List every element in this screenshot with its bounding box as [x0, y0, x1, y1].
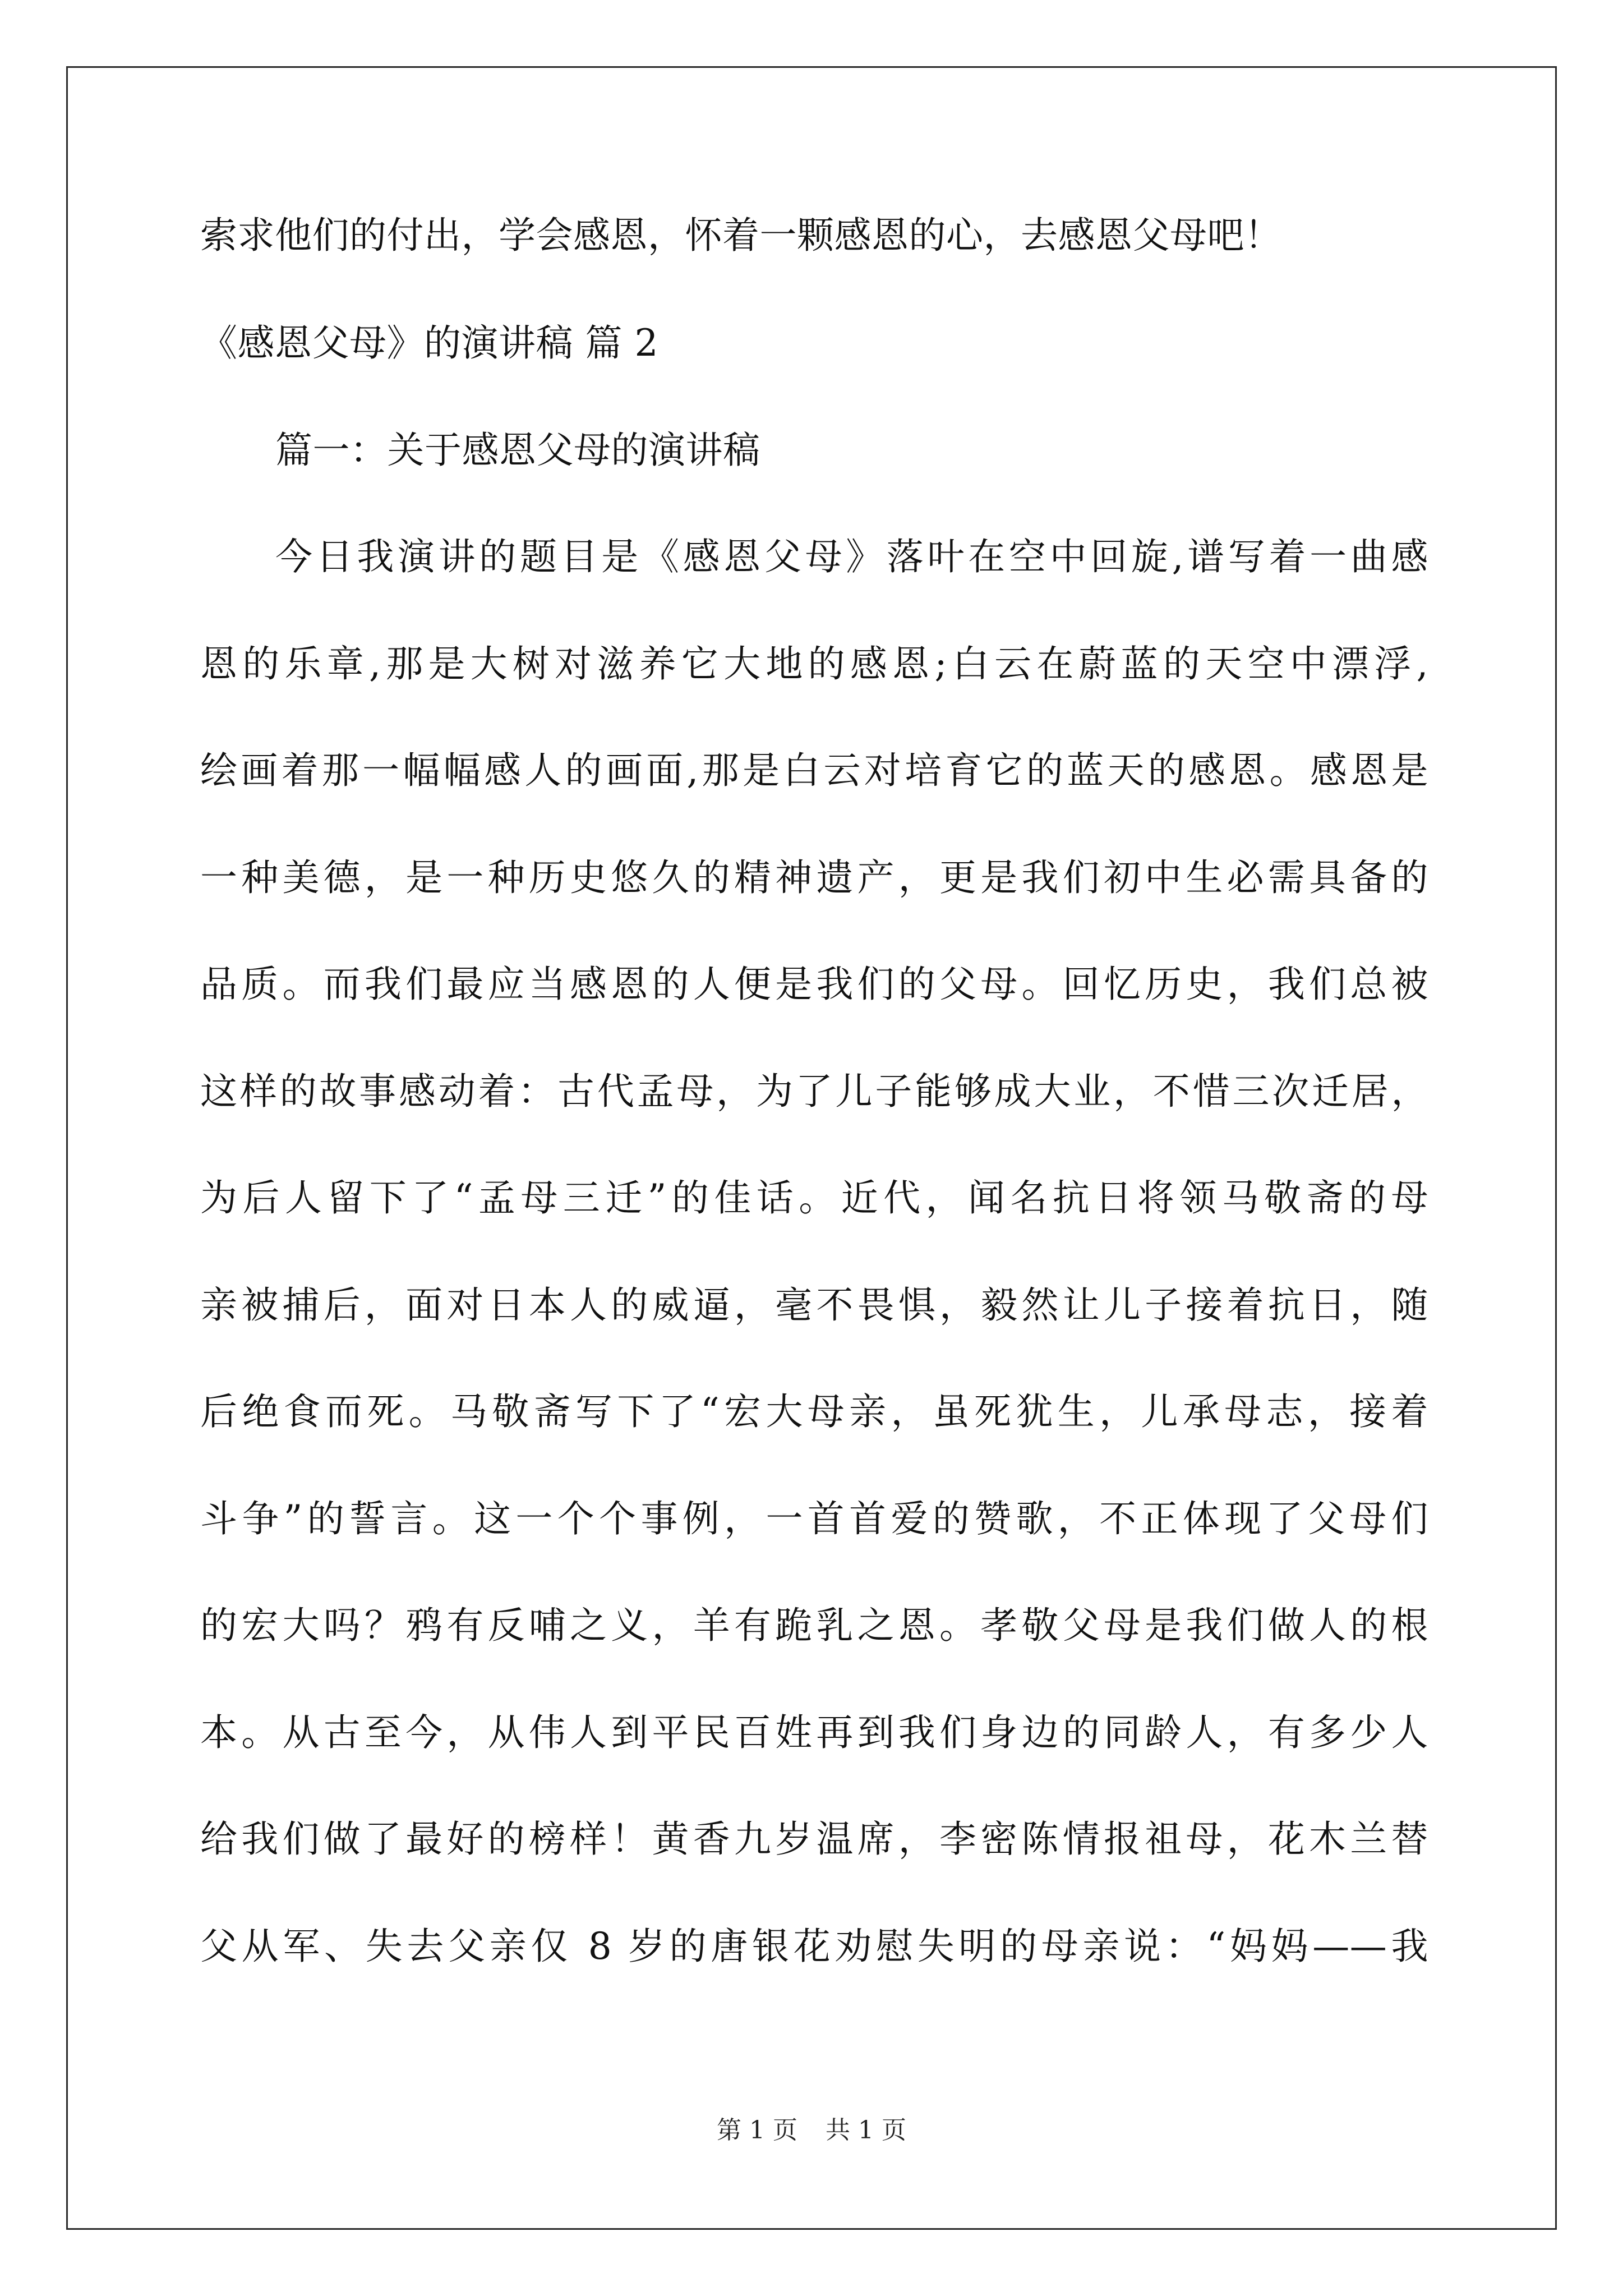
text-line-1: 索求他们的付出，学会感恩，怀着一颗感恩的心，去感恩父母吧！	[200, 214, 1282, 257]
paragraph-line-5: 品质。而我们最应当感恩的人便是我们的父母。回忆历史，我们总被	[200, 963, 1428, 1006]
page-border	[66, 66, 1557, 2230]
paragraph-line-12: 本。从古至今，从伟人到平民百姓再到我们身边的同龄人，有多少人	[200, 1711, 1428, 1754]
paragraph-line-8: 亲被捕后，面对日本人的威逼，毫不畏惧，毅然让儿子接着抗日，随	[200, 1283, 1428, 1327]
paragraph-line-2: 恩的乐章,那是大树对滋养它大地的感恩;白云在蔚蓝的天空中漂浮,	[200, 642, 1428, 685]
page-footer	[0, 2115, 1623, 2146]
page-total: 共 1 页	[826, 2116, 906, 2145]
subsection-title: 篇一：关于感恩父母的演讲稿	[275, 429, 760, 472]
page-number: 第 1 页	[717, 2116, 797, 2145]
paragraph-line-4: 一种美德，是一种历史悠久的精神遗产，更是我们初中生必需具备的	[200, 856, 1428, 899]
section-title: 《感恩父母》的演讲稿 篇 2	[200, 321, 658, 365]
paragraph-line-14: 父从军、失去父亲仅 8 岁的唐银花劝慰失明的母亲说：“妈妈——我	[200, 1925, 1428, 1968]
paragraph-line-11: 的宏大吗？鸦有反哺之义，羊有跪乳之恩。孝敬父母是我们做人的根	[200, 1604, 1428, 1647]
paragraph-line-9: 后绝食而死。马敬斋写下了“宏大母亲，虽死犹生，儿承母志，接着	[200, 1390, 1428, 1433]
paragraph-line-3: 绘画着那一幅幅感人的画面,那是白云对培育它的蓝天的感恩。感恩是	[200, 749, 1428, 792]
paragraph-line-7: 为后人留下了“孟母三迁”的佳话。近代，闻名抗日将领马敬斋的母	[200, 1176, 1428, 1220]
paragraph-line-1: 今日我演讲的题目是《感恩父母》落叶在空中回旋,谱写着一曲感	[275, 535, 1428, 578]
paragraph-line-6: 这样的故事感动着：古代孟母，为了儿子能够成大业，不惜三次迁居，	[200, 1070, 1428, 1113]
paragraph-line-10: 斗争”的誓言。这一个个事例，一首首爱的赞歌，不正体现了父母们	[200, 1497, 1428, 1540]
paragraph-line-13: 给我们做了最好的榜样！黄香九岁温席，李密陈情报祖母，花木兰替	[200, 1818, 1428, 1861]
